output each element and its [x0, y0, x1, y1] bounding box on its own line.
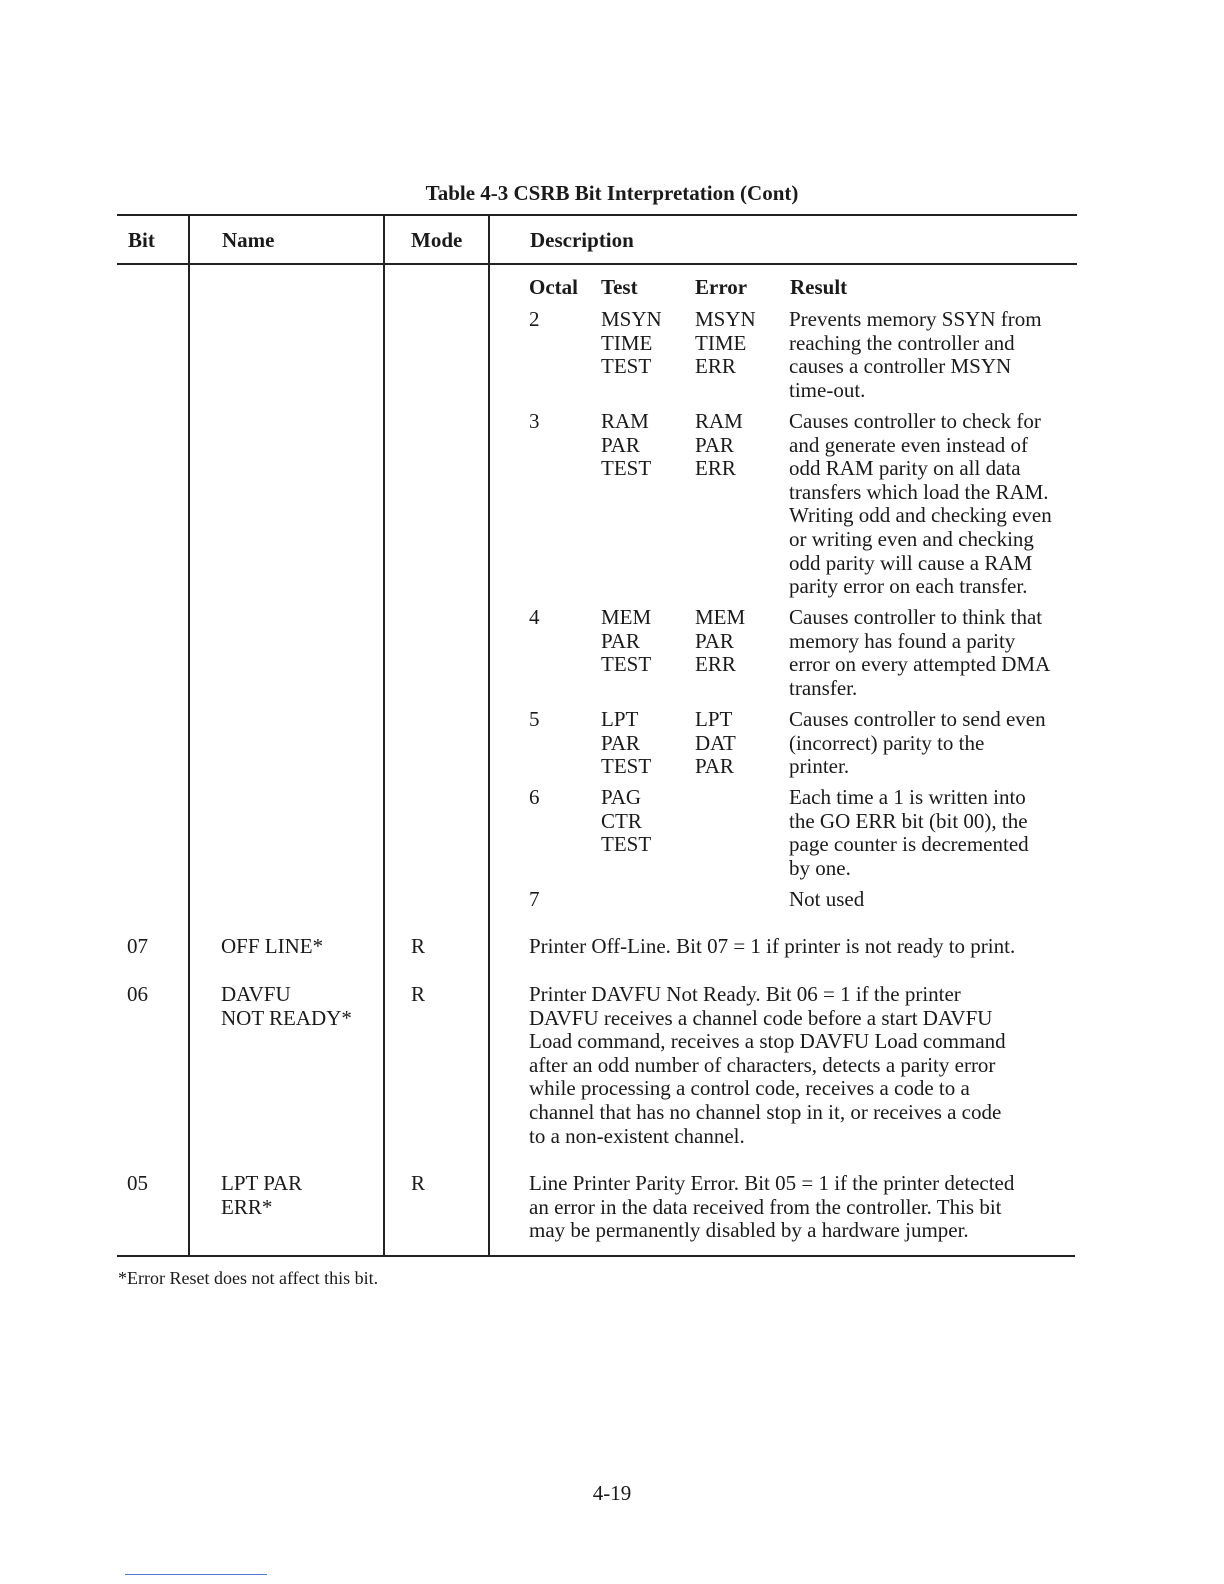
result-text: by one. — [789, 855, 851, 880]
header-description: Description — [530, 228, 634, 252]
scan-edge-mark — [125, 1574, 267, 1575]
test-name: MSYN — [601, 307, 662, 331]
result-text: time-out. — [789, 377, 866, 402]
error-name: TIME — [695, 330, 747, 355]
col-divider-mode-description — [488, 215, 490, 1256]
result-text: (incorrect) parity to the — [789, 730, 985, 755]
error-name: RAM — [695, 409, 743, 433]
bit-number: 06 — [127, 982, 148, 1006]
octal-code: 2 — [529, 307, 540, 331]
result-text: odd RAM parity on all data — [789, 456, 1021, 481]
result-text: or writing even and checking — [789, 527, 1034, 551]
result-text: reaching the controller and — [789, 330, 1015, 355]
header-mode: Mode — [411, 228, 463, 252]
octal-code: 7 — [529, 887, 540, 911]
bit-mode: R — [411, 1171, 426, 1195]
result-text: Causes controller to send even — [789, 707, 1046, 731]
bit-description: Line Printer Parity Error. Bit 05 = 1 if the printer detected — [529, 1171, 1015, 1195]
error-name: ERR — [695, 652, 736, 677]
result-text: memory has found a parity — [789, 628, 1016, 653]
octal-code: 4 — [529, 605, 540, 629]
test-name: PAR — [601, 628, 640, 653]
result-text: Each time a 1 is written into — [789, 785, 1026, 809]
bit-description: channel that has no channel stop in it, or receives a code — [529, 1100, 1002, 1124]
bit-description: an error in the data received from the controller. This bit — [529, 1194, 1002, 1219]
result-text: Not used — [789, 887, 865, 911]
bit-mode: R — [411, 934, 426, 958]
bit-name: ERR* — [221, 1194, 273, 1219]
result-text: error on every attempted DMA — [789, 652, 1051, 677]
test-name: TIME — [601, 330, 653, 355]
error-name: ERR — [695, 456, 736, 481]
bit-description: while processing a control code, receives a code to a — [529, 1076, 970, 1101]
error-name: PAR — [695, 432, 734, 457]
test-name: TEST — [601, 456, 652, 481]
result-text: Causes controller to check for — [789, 409, 1041, 433]
octal-code: 6 — [529, 785, 540, 809]
bit-description: after an odd number of characters, detects a parity error — [529, 1052, 996, 1077]
subheader-error: Error — [695, 275, 748, 299]
header-bottom-rule — [117, 263, 1077, 265]
test-name: TEST — [601, 754, 652, 779]
bit-description: Printer Off-Line. Bit 07 = 1 if printer is not ready to print. — [529, 934, 1016, 958]
result-text: odd parity will cause a RAM — [789, 550, 1033, 575]
test-name: PAR — [601, 432, 640, 457]
bit-description: may be permanently disabled by a hardware jumper. — [529, 1218, 969, 1243]
result-text: Writing odd and checking even — [789, 503, 1052, 528]
error-name: PAR — [695, 754, 734, 779]
error-name: MSYN — [695, 307, 756, 331]
test-name: TEST — [601, 652, 652, 677]
result-text: causes a controller MSYN — [789, 354, 1012, 379]
bit-description: Load command, receives a stop DAVFU Load command — [529, 1029, 1006, 1054]
result-text: Prevents memory SSYN from — [789, 307, 1042, 331]
table-caption: Table 4-3 CSRB Bit Interpretation (Cont) — [425, 181, 799, 205]
bit-number: 05 — [127, 1171, 148, 1195]
result-text: printer. — [789, 754, 850, 779]
table-bottom-rule — [117, 1255, 1075, 1257]
table-top-rule — [117, 214, 1077, 216]
bit-description: to a non-existent channel. — [529, 1123, 745, 1148]
error-name: MEM — [695, 605, 746, 629]
test-name: MEM — [601, 605, 652, 629]
bit-name: DAVFU — [221, 982, 291, 1006]
error-name: DAT — [695, 730, 736, 755]
bit-name: OFF LINE* — [221, 934, 324, 958]
test-name: LPT — [601, 707, 639, 731]
test-name: PAR — [601, 730, 640, 755]
error-name: LPT — [695, 707, 733, 731]
bit-number: 07 — [127, 934, 148, 958]
header-bit: Bit — [128, 228, 155, 252]
result-text: transfer. — [789, 675, 858, 700]
bit-name: LPT PAR — [221, 1171, 303, 1195]
col-divider-name-mode — [383, 215, 385, 1256]
subheader-result: Result — [790, 275, 848, 299]
result-text: Causes controller to think that — [789, 605, 1043, 629]
result-text: parity error on each transfer. — [789, 574, 1028, 599]
subheader-octal: Octal — [529, 275, 578, 299]
page-number: 4-19 — [592, 1481, 632, 1505]
bit-name: NOT READY* — [221, 1005, 352, 1030]
col-divider-bit-name — [188, 215, 190, 1256]
bit-description: Printer DAVFU Not Ready. Bit 06 = 1 if the printer — [529, 982, 961, 1006]
result-text: the GO ERR bit (bit 00), the — [789, 808, 1028, 833]
octal-code: 3 — [529, 409, 540, 433]
test-name: RAM — [601, 409, 649, 433]
octal-code: 5 — [529, 707, 540, 731]
bit-mode: R — [411, 982, 426, 1006]
error-name: ERR — [695, 354, 736, 379]
footnote: *Error Reset does not affect this bit. — [118, 1268, 379, 1288]
result-text: and generate even instead of — [789, 432, 1029, 457]
bit-description: DAVFU receives a channel code before a start DAVFU — [529, 1005, 993, 1030]
test-name: TEST — [601, 354, 652, 379]
test-name: PAG — [601, 785, 642, 809]
error-name: PAR — [695, 628, 734, 653]
header-name: Name — [222, 228, 275, 252]
result-text: page counter is decremented — [789, 832, 1029, 857]
subheader-test: Test — [601, 275, 638, 299]
result-text: transfers which load the RAM. — [789, 479, 1049, 504]
test-name: CTR — [601, 808, 642, 833]
test-name: TEST — [601, 832, 652, 857]
